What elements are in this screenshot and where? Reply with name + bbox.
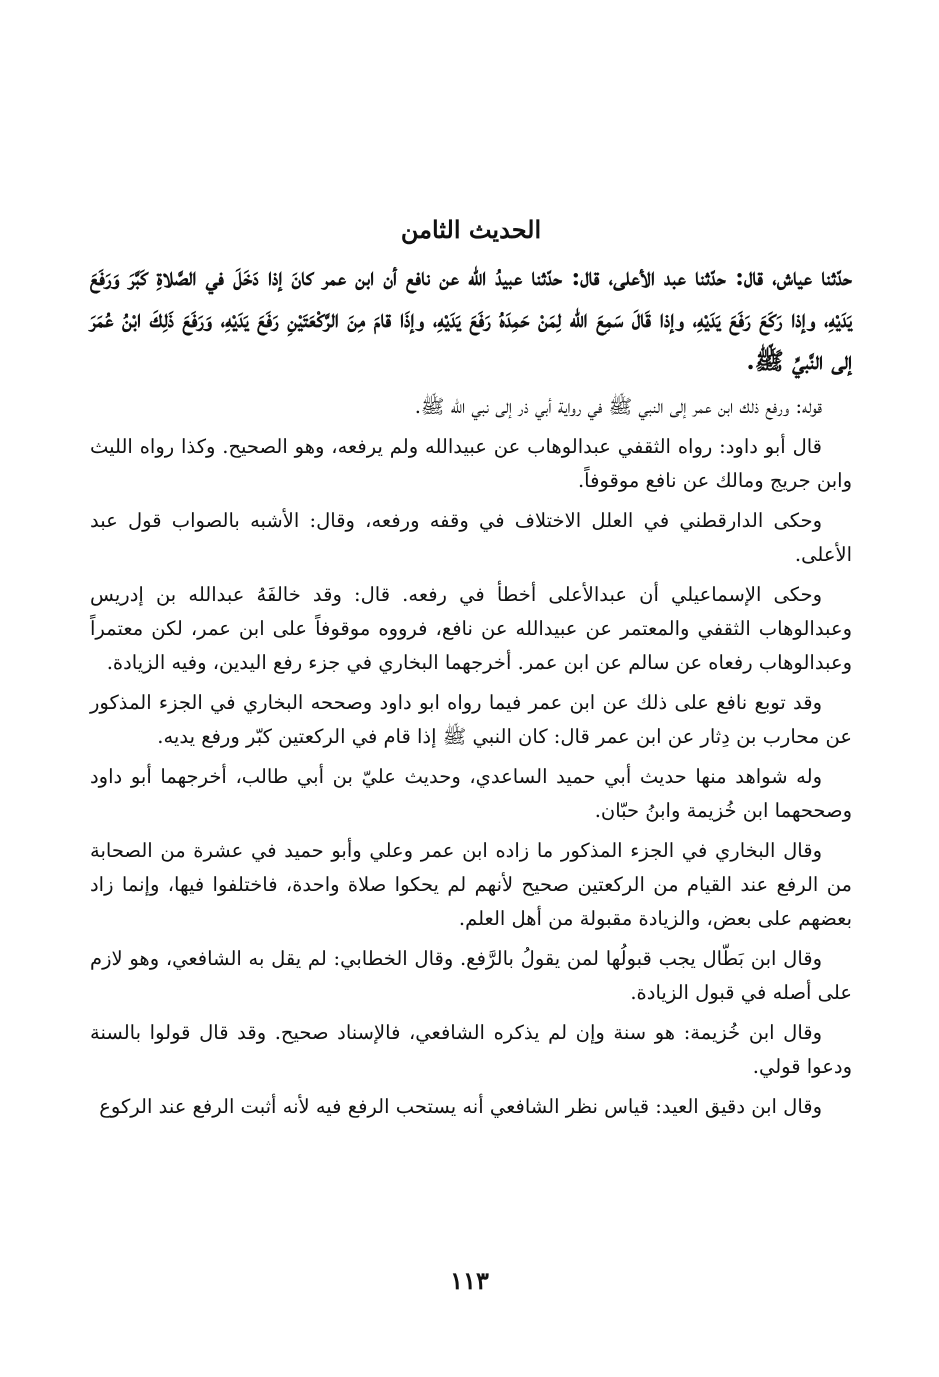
paragraph-3: وحكى الدارقطني في العلل الاختلاف في وقفه ورفعه، وقال: الأشبه بالصواب قول عبد الأعلى. xyxy=(90,509,852,566)
hadith-text: حدّثنا عياش، قال: حدّثنا عبد الأعلى، قال: حدّثنا عبيدُ الله عن نافع أن ابن عمر كانَ إذا دَخَلَ في الصَّلاةِ كَبَّرَ وَرَفَعَ يَدَيْهِ، وإذا رَكَعَ رَفَعَ يَدَيْهِ، وإذا قَالَ سَمِعَ الله لِمَنْ حَمِدَهُ رَفَعَ يَدَيْهِ، وإذَا قامَ مِنَ الرَّكْعَتَيْنِ رَفَعَ يَدَيْهِ، وَرَفَعَ ذَلِكَ ابْنُ عُمَرَ إلى النَّبيِّ ﷺ. xyxy=(90,262,852,375)
section-title: الحديث الثامن xyxy=(400,215,542,244)
paragraph-2: قال أبو داود: رواه الثقفي عبدالوهاب عن عبيدالله ولم يرفعه، وهو الصحيح. وكذا رواه الليث وابن جريج ومالك عن نافع موقوفاً. xyxy=(90,435,852,492)
page-number: ١١٣ xyxy=(450,1266,489,1295)
paragraph-10: وقال ابن دقيق العيد: قياس نظر الشافعي أنه يستحب الرفع فيه لأنه أثبت الرفع عند الركوع xyxy=(99,1095,822,1118)
page-body xyxy=(90,212,852,1322)
paragraph-1: قوله: ورفع ذلك ابن عمر إلى النبي ﷺ في رواية أبي ذر إلى نبي الله ﷺ. xyxy=(414,395,822,418)
paragraph-8: وقال ابن بَطّال يجب قبولُها لمن يقولُ بالرَّفع. وقال الخطابي: لم يقل به الشافعي، وهو لازم على أصله في قبول الزيادة. xyxy=(90,947,852,1004)
paragraph-4: وحكى الإسماعيلي أن عبدالأعلى أخطأ في رفعه. قال: وقد خالفَهُ عبدالله بن إدريس وعبدالوهاب الثقفي والمعتمر عن عبيدالله عن نافع، فرووه موقوفاً على ابن عمر، لكن معتمراً وعبدالوهاب رفعاه عن سالم عن ابن عمر. أخرجهما البخاري في جزء رفع اليدين، وفيه الزيادة. xyxy=(90,583,852,674)
paragraph-6: وله شواهد منها حديث أبي حميد الساعدي، وحديث عليّ بن أبي طالب، أخرجهما أبو داود وصححهما ابن خُزيمة وابنُ حبّان. xyxy=(90,765,852,822)
paragraph-7: وقال البخاري في الجزء المذكور ما زاده ابن عمر وعلي وأبو حميد في عشرة من الصحابة من الرفع عند القيام من الركعتين صحيح لأنهم لم يحكوا صلاة واحدة، فاختلفوا فيها، وإنما زاد بعضهم على بعض، والزيادة مقبولة من أهل العلم. xyxy=(90,839,852,930)
paragraph-9: وقال ابن خُزيمة: هو سنة وإن لم يذكره الشافعي، فالإسناد صحيح. وقد قال قولوا بالسنة ودعوا قولي. xyxy=(90,1021,852,1078)
paragraph-5: وقد توبع نافع على ذلك عن ابن عمر فيما رواه ابو داود وصححه البخاري في الجزء المذكور عن محارب بن دِثار عن ابن عمر قال: كان النبي ﷺ إذا قام في الركعتين كبّر ورفع يديه. xyxy=(90,691,852,748)
